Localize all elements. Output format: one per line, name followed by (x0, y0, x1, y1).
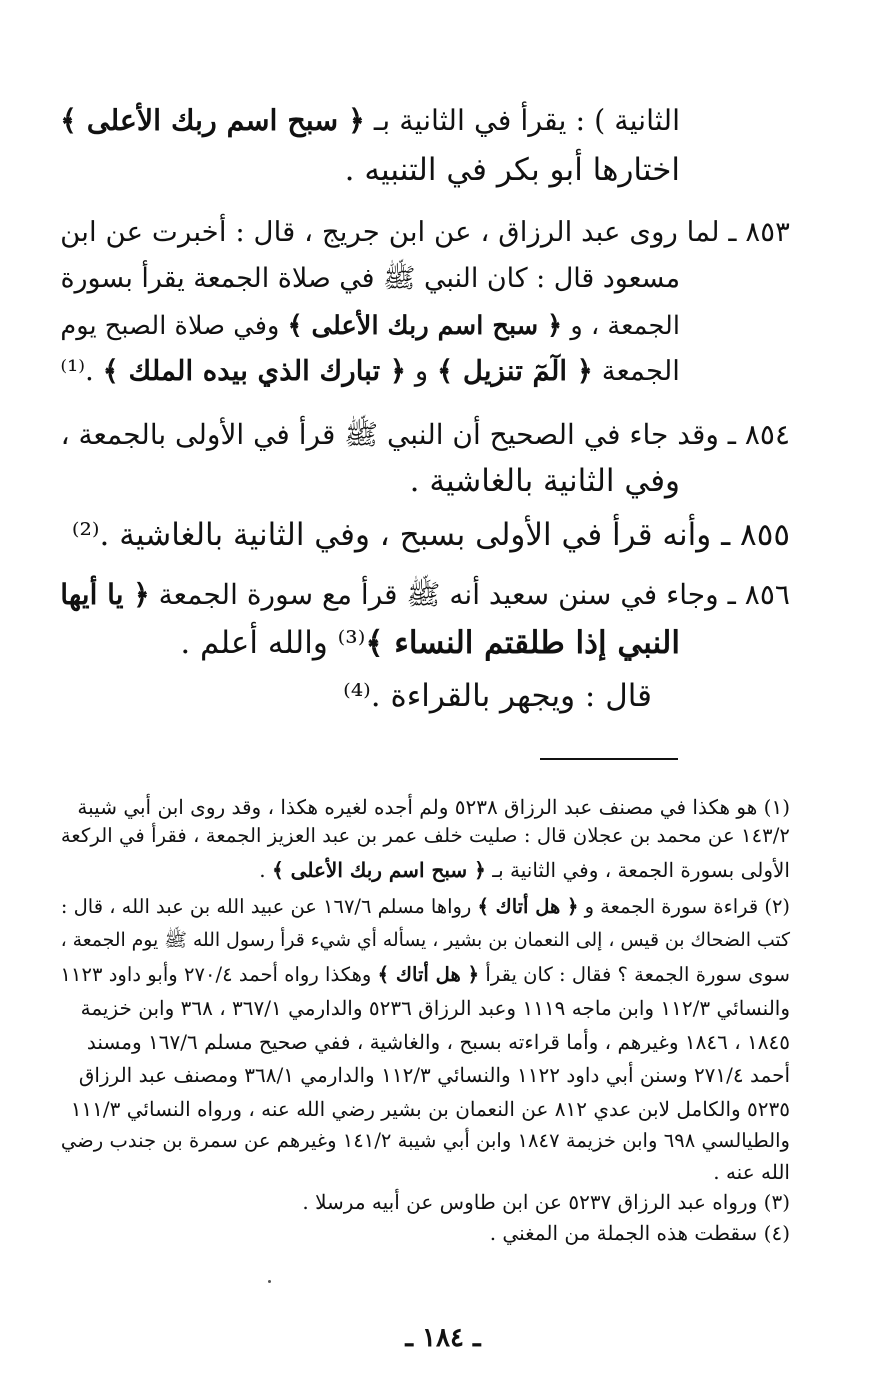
body-line (60, 311, 680, 341)
line-text: .⁽¹⁾ (60, 354, 103, 387)
footnote-line (61, 824, 790, 847)
line-text: ١٤٣/٢ عن محمد بن عجلان قال : صليت خلف عمر بن عبد العزيز الجمعة ، فقرأ في الركعة (60, 824, 790, 847)
line-text: ⁽³⁾ والله أعلم . (180, 625, 366, 661)
body-line (60, 578, 790, 619)
body-line (72, 517, 790, 553)
line-text: وهكذا رواه أحمد ٢٧٠/٤ وأبو داود ١١٢٣ (60, 963, 378, 986)
line-text: (٢) قراءة سورة الجمعة و (578, 895, 790, 918)
body-line (60, 103, 680, 137)
scan-speck (268, 1280, 271, 1283)
line-text: رواها مسلم ١٦٧/٦ عن عبيد الله بن عبد الله ، قال : (60, 895, 478, 918)
quran-quote: ﴿ الٓمٓ تنزيل ﴾ (437, 354, 593, 387)
body-line (60, 215, 790, 248)
footnote-line (61, 1129, 790, 1152)
line-text: الثانية ) : يقرأ في الثانية بـ (364, 104, 680, 137)
line-text: . (259, 858, 272, 882)
footnote-line (259, 858, 790, 882)
quran-quote: ﴿ سبح اسم ربك الأعلى ﴾ (60, 103, 365, 137)
footnote-line (71, 1097, 790, 1121)
body-line (345, 152, 680, 188)
line-text: ٥٢٣٥ والكامل لابن عدي ٨١٢ عن النعمان بن بشير رضي الله عنه ، ورواه النسائي ١١١/٣ (70, 1097, 790, 1121)
quran-quote: ﴿ هل أتاك ﴾ (477, 895, 579, 918)
line-text: الأولى بسورة الجمعة ، وفي الثانية بـ (485, 858, 790, 882)
line-text: مسعود قال : كان النبي ﷺ في صلاة الجمعة يقرأ بسورة (60, 263, 680, 294)
line-text: وفي صلاة الصبح يوم (60, 311, 288, 341)
line-text: (٣) ورواه عبد الرزاق ٥٢٣٧ عن ابن طاوس عن أبيه مرسلا . (302, 1190, 790, 1214)
body-line (180, 625, 680, 661)
line-text: اختارها أبو بكر في التنبيه . (344, 152, 680, 188)
line-text: ١٨٤٥ ، ١٨٤٦ وغيرهم ، وأما قراءته بسبح ، والغاشية ، ففي صحيح مسلم ١٦٧/٦ ومسند (86, 1030, 790, 1054)
line-text: ٨٥٣ ـ لما روى عبد الرزاق ، عن ابن جريج ، قال : أخبرت عن ابن (60, 215, 790, 248)
body-line (343, 678, 652, 714)
line-text: ٨٥٥ ـ وأنه قرأ في الأولى بسبح ، وفي الثانية بالغاشية .⁽²⁾ (71, 517, 790, 553)
footnote-line (490, 1221, 790, 1245)
line-text: الجمعة ، و (562, 311, 680, 341)
quran-quote: النبي إذا طلقتم النساء ﴾ (365, 625, 680, 661)
page-number: ـ ١٨٤ ـ (405, 1323, 481, 1353)
line-text: كتب الضحاك بن قيس ، إلى النعمان بن بشير ، يسأله أي شيء قرأ رسول الله ﷺ يوم الجمعة ، (60, 930, 790, 951)
footnote-line (87, 1030, 790, 1054)
quran-quote: ﴿ سبح اسم ربك الأعلى ﴾ (272, 858, 486, 882)
line-text: (٤) سقطت هذه الجملة من المغني . (489, 1221, 790, 1245)
body-line (60, 263, 680, 301)
footnote-line (302, 1190, 790, 1214)
footnote-line (713, 1160, 790, 1184)
footnote-line (79, 1063, 790, 1087)
line-text: (١) هو هكذا في مصنف عبد الرزاق ٥٢٣٨ ولم أجده لغيره هكذا ، وقد روى ابن أبي شيبة (77, 795, 790, 819)
line-text: ٨٥٤ ـ وقد جاء في الصحيح أن النبي ﷺ قرأ في الأولى بالجمعة ، (60, 418, 790, 451)
line-text: الجمعة (592, 354, 680, 387)
line-text: أحمد ٢٧١/٤ وسنن أبي داود ١١٢٢ والنسائي ١١٢/٣ والدارمي ٣٦٨/١ ومصنف عبد الرزاق (78, 1063, 790, 1087)
line-text: وفي الثانية بالغاشية . (409, 463, 680, 499)
line-text: قال : ويجهر بالقراءة .⁽⁴⁾ (343, 678, 652, 714)
line-text: والنسائي ١١٢/٣ وابن ماجه ١١١٩ وعبد الرزاق ٥٢٣٦ والدارمي ٣٦٧/١ ، ٣٦٨ وابن خزيمة (80, 996, 790, 1020)
line-text: والطيالسي ٦٩٨ وابن خزيمة ١٨٤٧ وابن أبي شيبة ١٤١/٢ وغيرهم عن سمرة بن جندب رضي (60, 1129, 790, 1152)
body-line (410, 463, 680, 499)
line-text: الله عنه . (713, 1160, 790, 1184)
body-line (60, 354, 680, 387)
quran-quote: ﴿ هل أتاك ﴾ (377, 963, 480, 986)
quran-quote: ﴿ سبح اسم ربك الأعلى ﴾ (287, 311, 563, 341)
line-text: و (406, 354, 438, 387)
quran-quote: ﴿ يا أيها (60, 578, 150, 611)
line-text: سوى سورة الجمعة ؟ فقال : كان يقرأ (479, 963, 790, 986)
footnote-line (61, 895, 790, 918)
footnote-line (81, 996, 790, 1020)
line-text: ٨٥٦ ـ وجاء في سنن سعيد أنه ﷺ قرأ مع سورة الجمعة (149, 578, 790, 611)
body-line (61, 418, 790, 458)
footnote-line (61, 929, 790, 956)
quran-quote: ﴿ تبارك الذي بيده الملك ﴾ (102, 354, 407, 387)
footnote-separator (540, 758, 678, 760)
footnote-line (60, 963, 790, 986)
footnote-line (77, 795, 790, 819)
